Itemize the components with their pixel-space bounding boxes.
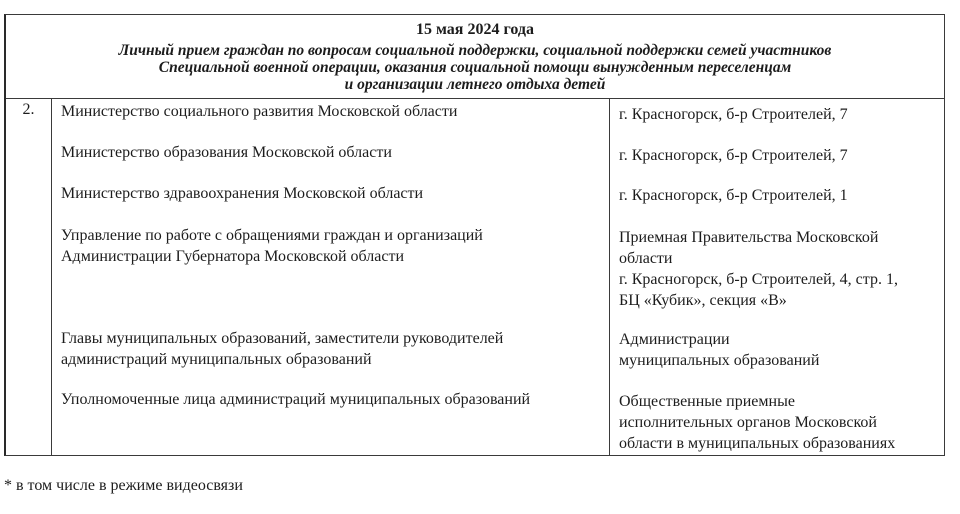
schedule-table [4,14,945,456]
address-cell [619,227,898,311]
org-cell [61,142,392,163]
org-line: Главы муниципальных образований, заместители руководителей [61,330,504,347]
org-line: Администрации Губернатора Московской области [61,248,405,265]
row-number: 2. [22,101,35,118]
address-line: Администрации [619,331,730,348]
address-line: БЦ «Кубик», секция «В» [619,292,787,309]
org-line: Министерство образования Московской области [61,144,392,161]
org-cell [61,389,530,410]
address-line: Приемная Правительства Московской [619,229,879,246]
org-line: Уполномоченные лица администраций муниципальных образований [61,391,531,408]
address-cell [619,329,819,371]
org-cell [61,183,423,204]
address-line: Общественные приемные [619,393,795,410]
org-cell [61,225,483,267]
org-line: Министерство социального развития Московской области [61,103,458,120]
org-cell [61,328,503,370]
address-line: муниципальных образований [619,352,820,369]
address-line: области в муниципальных образованиях [619,435,896,452]
address-line: г. Красногорск, б-р Строителей, 7 [619,106,848,123]
address-line: г. Красногорск, б-р Строителей, 1 [619,187,848,204]
address-line: г. Красногорск, б-р Строителей, 4, стр. 1, [619,271,898,288]
column-divider-address [609,99,610,455]
address-cell [619,185,848,206]
address-cell [619,145,848,166]
table-header [6,15,944,99]
header-subtitle-line: Специальной военной операции, оказания социальной помощи вынужденным переселенцам [158,59,792,76]
address-line: области [619,250,673,267]
footnote: * в том числе в режиме видеосвязи [4,477,243,494]
column-divider-number [51,99,52,455]
address-line: исполнительных органов Московской [619,414,877,431]
header-subtitle-line: Личный прием граждан по вопросам социальной поддержки, социальной поддержки семей участников [118,42,832,59]
address-cell [619,104,848,125]
address-cell [619,391,895,454]
header-subtitle-line: и организации летнего отдыха детей [344,76,606,93]
org-line: администраций муниципальных образований [61,351,372,368]
header-subtitle [46,42,904,93]
org-line: Управление по работе с обращениями граждан и организаций [61,227,483,244]
address-line: г. Красногорск, б-р Строителей, 7 [619,147,848,164]
org-cell [61,101,457,122]
header-date: 15 мая 2024 года [416,21,534,38]
org-line: Министерство здравоохранения Московской области [61,185,424,202]
